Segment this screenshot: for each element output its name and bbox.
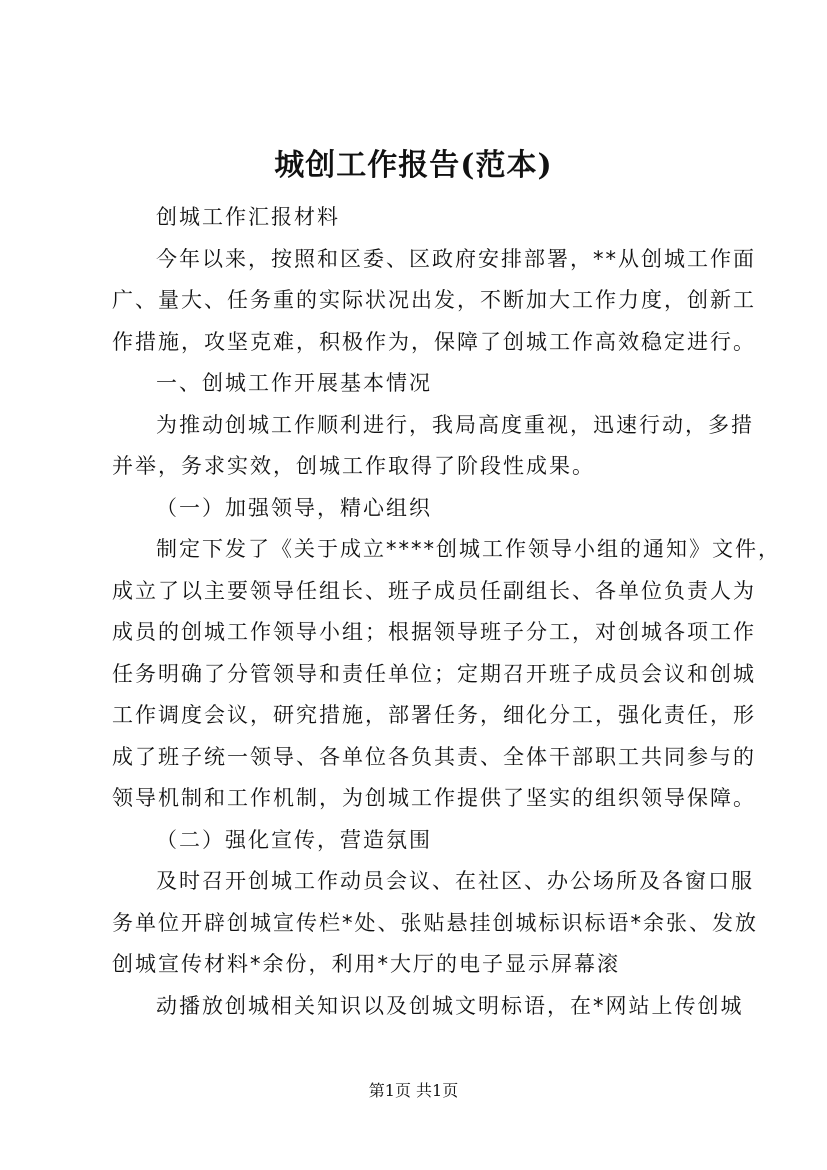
- document-title: 城创工作报告(范本): [274, 148, 553, 183]
- paragraph-line: 成立了以主要领导任组长、班子成员任副组长、各单位负责人为: [112, 578, 756, 603]
- paragraph-line: 动播放创城相关知识以及创城文明标语，在*网站上传创城: [156, 993, 744, 1018]
- paragraph-line: 作措施，攻坚克难，积极作为，保障了创城工作高效稳定进行。: [112, 329, 756, 354]
- paragraph-line: 广、量大、任务重的实际状况出发，不断加大工作力度，创新工: [112, 288, 756, 312]
- paragraph-line: 成了班子统一领导、各单位各负其责、全体干部职工共同参与的: [112, 744, 756, 769]
- paragraph-line: 成员的创城工作领导小组；根据领导班子分工，对创城各项工作: [112, 620, 756, 644]
- paragraph-line: 创城宣传材料*余份，利用*大厅的电子显示屏幕滚: [112, 952, 620, 976]
- subtitle-line: 创城工作汇报材料: [156, 205, 340, 229]
- subsection-heading: （二）强化宣传，营造氛围: [156, 827, 432, 852]
- paragraph-line: 及时召开创城工作动员会议、在社区、办公场所及各窗口服: [156, 869, 754, 893]
- paragraph-line: 为推动创城工作顺利进行，我局高度重视，迅速行动，多措: [156, 412, 754, 437]
- paragraph-line: 领导机制和工作机制，为创城工作提供了坚实的组织领导保障。: [112, 786, 756, 810]
- section-heading: 一、创城工作开展基本情况: [156, 371, 432, 395]
- paragraph-line: 工作调度会议，研究措施，部署任务，细化分工，强化责任，形: [112, 703, 756, 727]
- document-body: [112, 197, 781, 1027]
- paragraph-line: 并举，务求实效，创城工作取得了阶段性成果。: [112, 454, 595, 478]
- page-footer: 第1页 共1页: [368, 1081, 459, 1100]
- paragraph-line: 务单位开辟创城宣传栏*处、张贴悬挂创城标识标语*余张、发放: [112, 910, 758, 935]
- paragraph-line: 任务明确了分管领导和责任单位；定期召开班子成员会议和创城: [112, 661, 756, 686]
- subsection-heading: （一）加强领导，精心组织: [156, 495, 432, 520]
- paragraph-line: 制定下发了《关于成立****创城工作领导小组的通知》文件，: [156, 537, 781, 561]
- paragraph-line: 今年以来，按照和区委、区政府安排部署，**从创城工作面: [156, 246, 756, 271]
